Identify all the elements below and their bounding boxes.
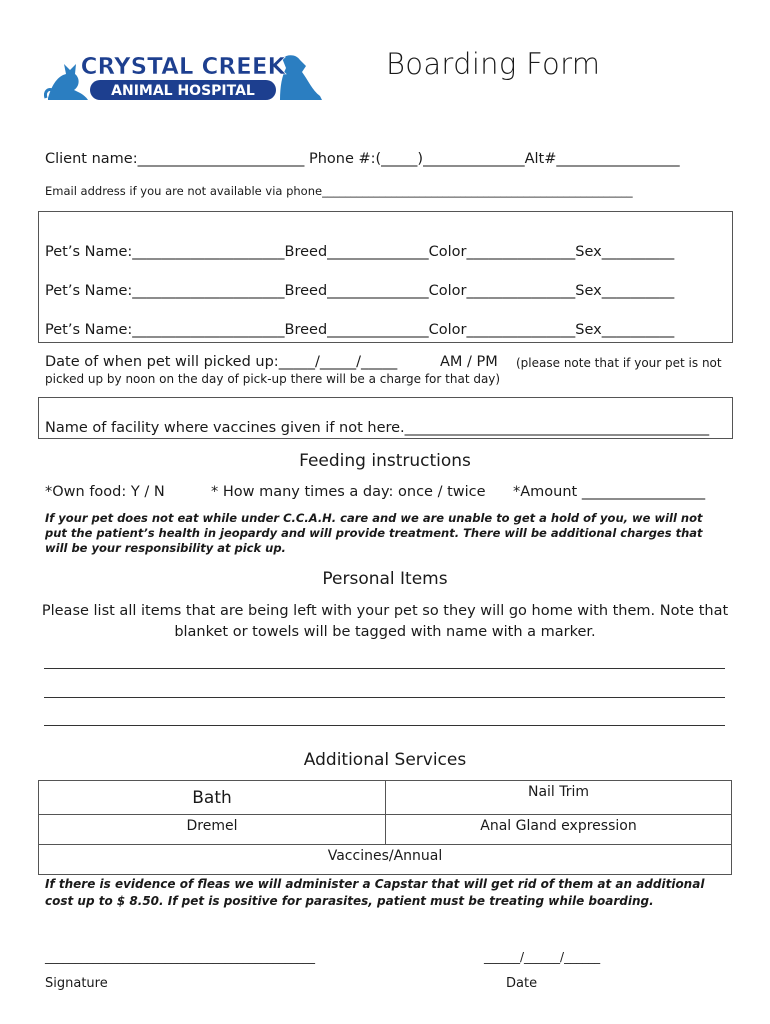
signature-line[interactable]: _____________________________________________ bbox=[45, 950, 315, 964]
pet-line-1[interactable]: Pet’s Name:_____________________Breed______________Color_______________Sex__________ bbox=[45, 244, 675, 260]
item-line-1[interactable] bbox=[44, 668, 725, 669]
item-line-2[interactable] bbox=[44, 697, 725, 698]
pet-line-2[interactable]: Pet’s Name:_____________________Breed______________Color_______________Sex__________ bbox=[45, 283, 675, 299]
service-vaccines[interactable]: Vaccines/Annual bbox=[39, 845, 732, 875]
vaccine-facility-line[interactable]: Name of facility where vaccines given if not here.__________________________________________ bbox=[45, 420, 710, 436]
personal-items-heading: Personal Items bbox=[322, 569, 448, 589]
email-line[interactable]: Email address if you are not available via phone______________________________________________________ bbox=[45, 184, 633, 198]
amount-line[interactable]: *Amount _________________ bbox=[513, 484, 706, 500]
date-label: Date bbox=[506, 976, 538, 991]
own-food-option[interactable]: *Own food: Y / N bbox=[45, 484, 165, 500]
fleas-note: If there is evidence of fleas we will administer a Capstar that will get rid of them at an additional cost up to $ 8.50. If pet is positive for parasites, patient must be treating while boarding. bbox=[45, 877, 705, 908]
personal-items-instructions: Please list all items that are being left with your pet so they will go home with them. Note that blanket or towels will be tagged with name with a marker. bbox=[41, 603, 729, 640]
item-line-3[interactable] bbox=[44, 725, 725, 726]
service-anal-gland[interactable]: Anal Gland expression bbox=[386, 815, 732, 845]
logo-line1: CRYSTAL CREEK bbox=[80, 54, 286, 80]
feeding-heading: Feeding instructions bbox=[299, 451, 471, 471]
cat-dog-silhouette-icon bbox=[44, 46, 326, 106]
date-line[interactable]: ______/______/______ bbox=[484, 950, 601, 964]
times-per-day-option[interactable]: * How many times a day: once / twice bbox=[211, 484, 486, 500]
pickup-ampm[interactable]: AM / PM bbox=[440, 354, 498, 370]
signature-label: Signature bbox=[45, 976, 108, 991]
clinic-logo bbox=[44, 46, 326, 106]
service-bath[interactable]: Bath bbox=[39, 781, 386, 815]
logo-line2: ANIMAL HOSPITAL bbox=[111, 83, 255, 99]
form-title: Boarding Form bbox=[386, 47, 601, 81]
service-dremel[interactable]: Dremel bbox=[39, 815, 386, 845]
pickup-note: (please note that if your pet is not bbox=[516, 356, 722, 370]
pickup-date-line[interactable]: Date of when pet will picked up:_____/_____/_____ bbox=[45, 354, 398, 370]
additional-services-heading: Additional Services bbox=[303, 750, 467, 770]
pet-line-3[interactable]: Pet’s Name:_____________________Breed______________Color_______________Sex__________ bbox=[45, 322, 675, 338]
pickup-note-2: picked up by noon on the day of pick-up there will be a charge for that day) bbox=[45, 372, 501, 386]
feeding-policy-note: If your pet does not eat while under C.C.A.H. care and we are unable to get a hold of you, we will not put the patient’s health in jeopardy and will provide treatment. There will be additional charges that will be your responsibility at pick up. bbox=[45, 511, 703, 555]
services-table bbox=[38, 780, 732, 875]
service-nail-trim[interactable]: Nail Trim bbox=[386, 781, 732, 815]
client-name-line[interactable]: Client name:_______________________ Phone #:(_____)______________Alt#_________________ bbox=[45, 151, 680, 167]
